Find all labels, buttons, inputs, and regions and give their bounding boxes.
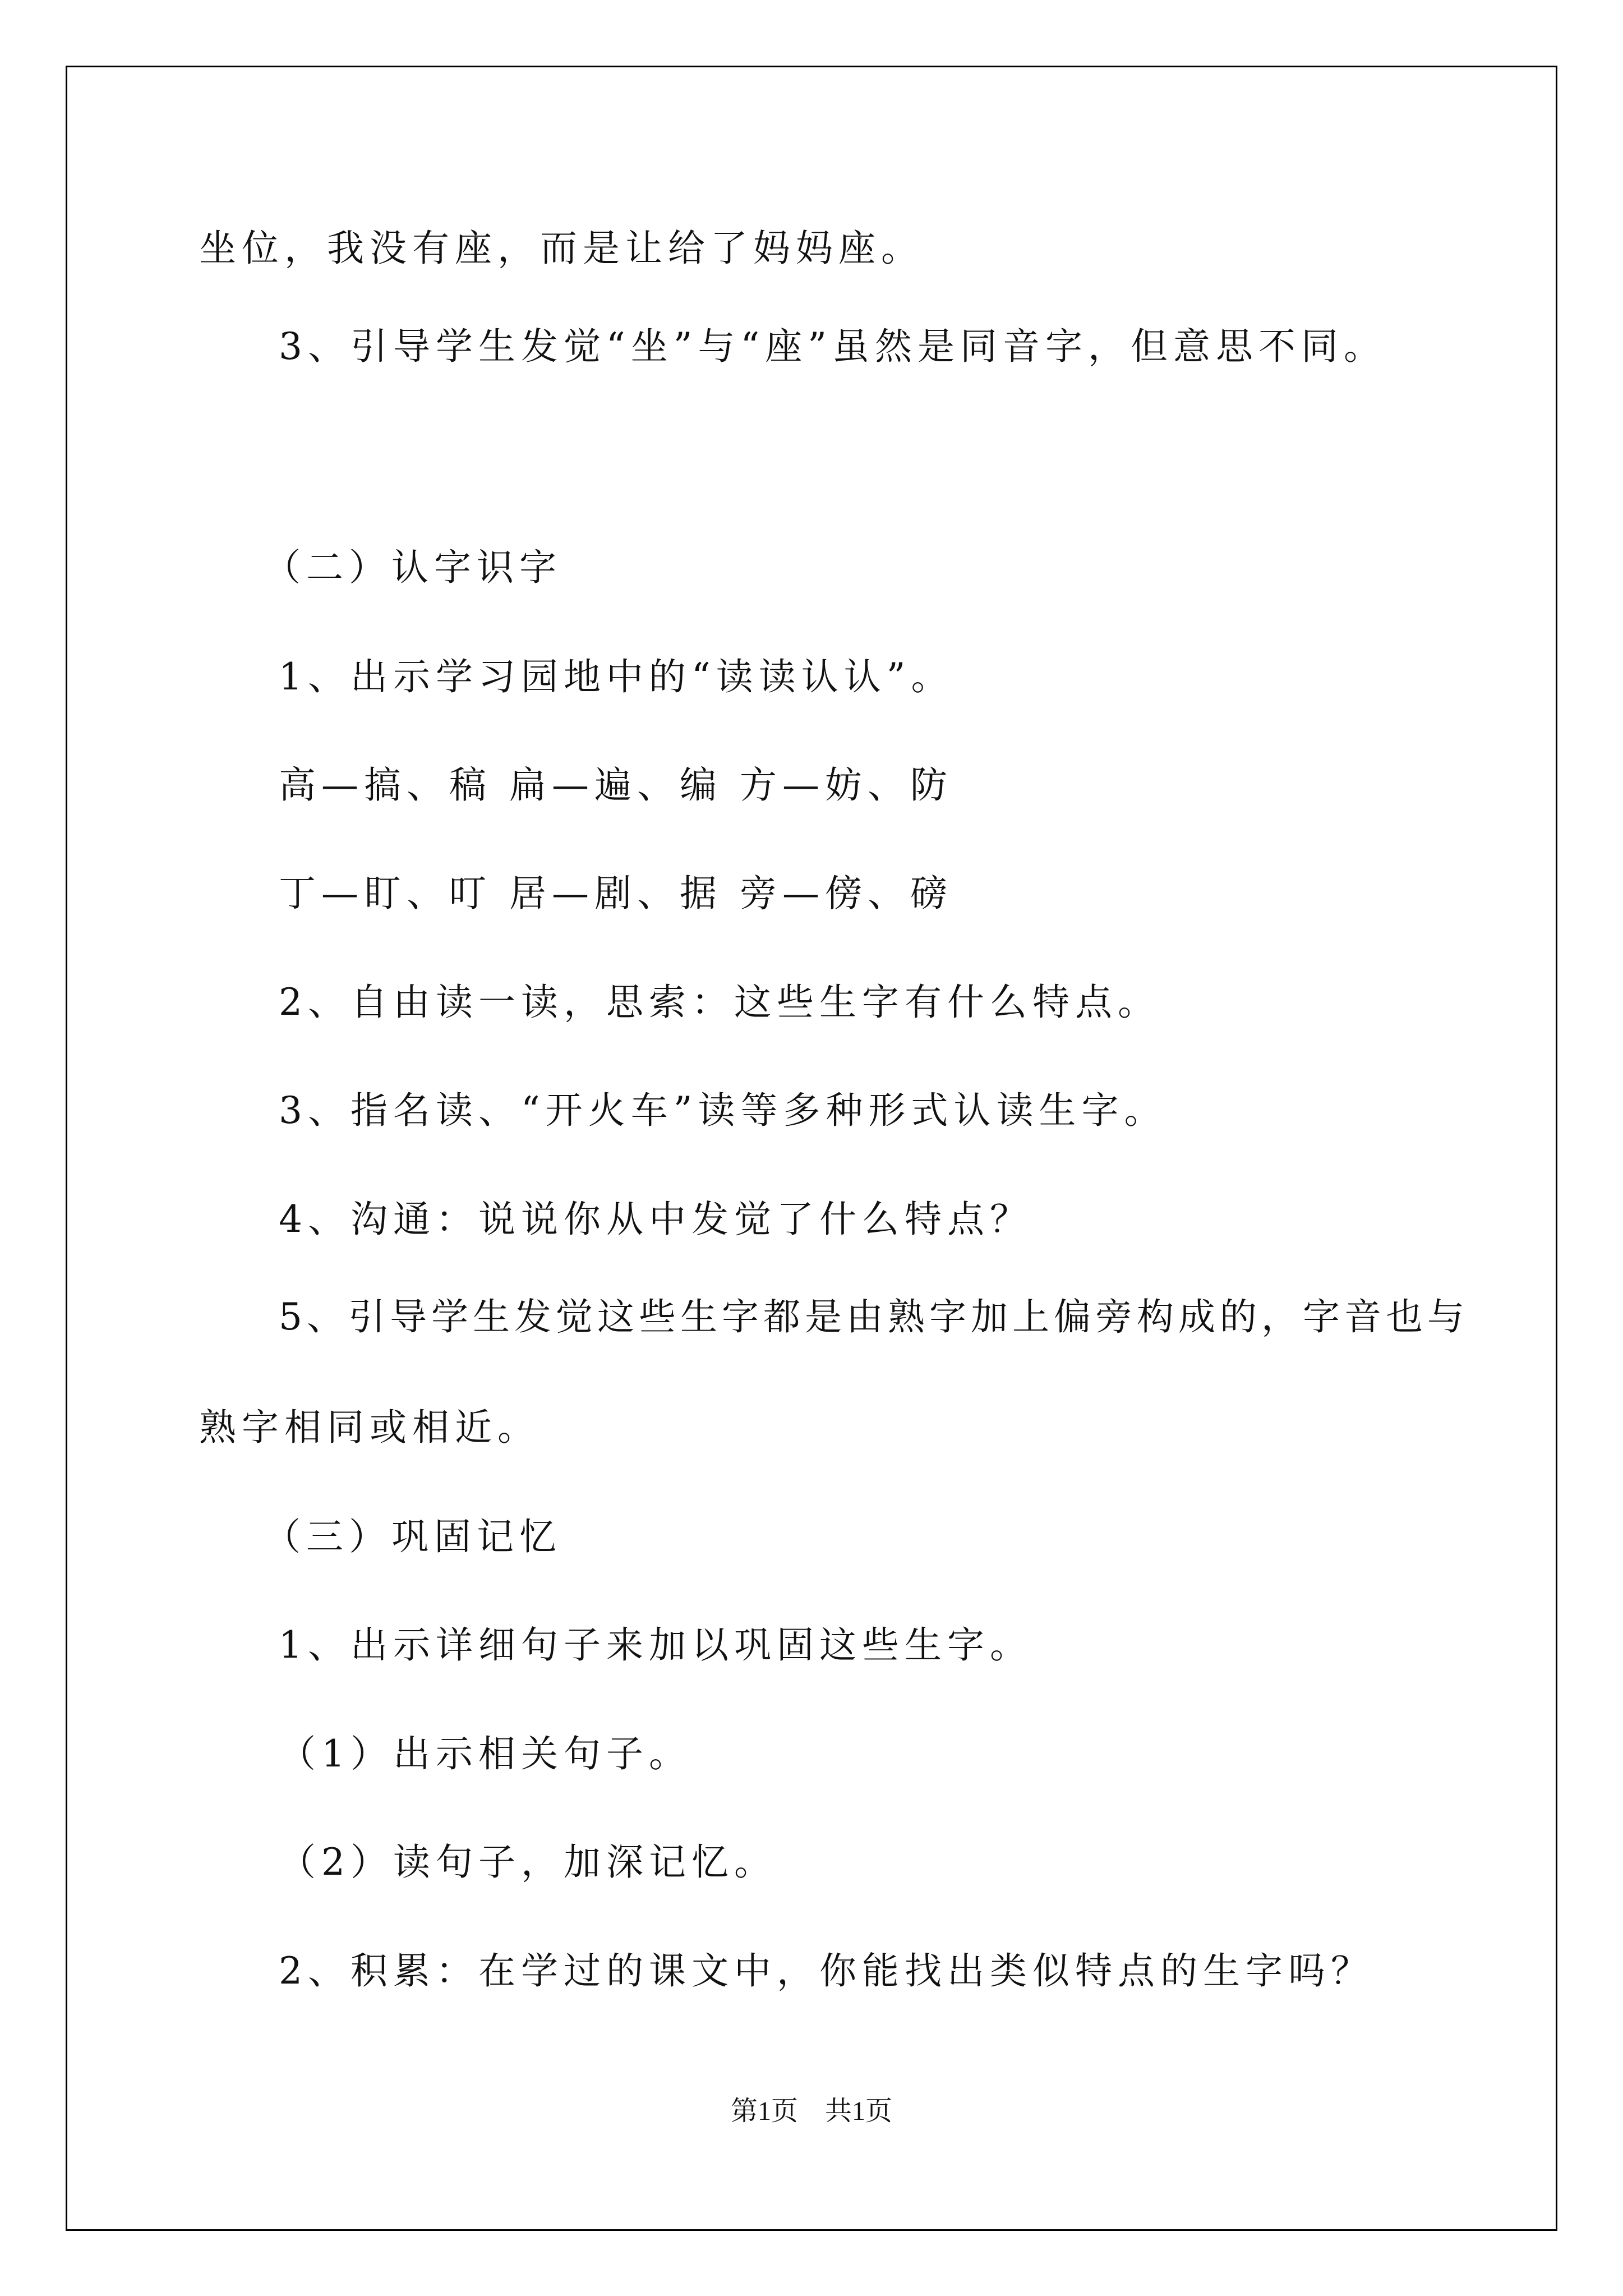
paragraph-line-9: 1、出示详细句子来加以巩固这些生字。 bbox=[279, 1623, 1032, 1667]
character-group-row-2: 丁—盯、叮 居—剧、据 旁—傍、磅 bbox=[279, 872, 953, 915]
paragraph-line-7: 5、引导学生发觉这些生字都是由熟字加上偏旁构成的，字音也与 bbox=[279, 1295, 1469, 1338]
section-heading-2: （二）认字识字 bbox=[264, 546, 562, 589]
page-total: 共1页 bbox=[825, 2096, 893, 2126]
paragraph-line-2: 3、引导学生发觉“坐”与“座”虽然是同音字，但意思不同。 bbox=[279, 325, 1386, 368]
paragraph-line-5: 3、指名读、“开火车”读等多种形式认读生字。 bbox=[279, 1089, 1167, 1132]
paragraph-line-4: 2、自由读一读，思索：这些生字有什么特点。 bbox=[279, 981, 1160, 1024]
paragraph-line-6: 4、沟通：说说你从中发觉了什么特点？ bbox=[279, 1198, 1032, 1241]
page-number: 第1页 bbox=[730, 2096, 798, 2126]
page-footer bbox=[0, 2095, 1623, 2128]
paragraph-line-11: （2）读句子，加深记忆。 bbox=[279, 1841, 777, 1884]
paragraph-line-1: 坐位，我没有座，而是让给了妈妈座。 bbox=[199, 227, 924, 270]
page-border bbox=[66, 66, 1557, 2231]
section-heading-3: （三）巩固记忆 bbox=[264, 1515, 562, 1558]
paragraph-line-8: 熟字相同或相近。 bbox=[199, 1406, 540, 1449]
paragraph-line-12: 2、积累：在学过的课文中，你能找出类似特点的生字吗？ bbox=[279, 1949, 1373, 1993]
character-group-row-1: 高—搞、稿 扁—遍、编 方—妨、防 bbox=[279, 763, 953, 807]
paragraph-line-3: 1、出示学习园地中的“读读认认”。 bbox=[279, 655, 954, 698]
paragraph-line-10: （1）出示相关句子。 bbox=[279, 1732, 691, 1775]
